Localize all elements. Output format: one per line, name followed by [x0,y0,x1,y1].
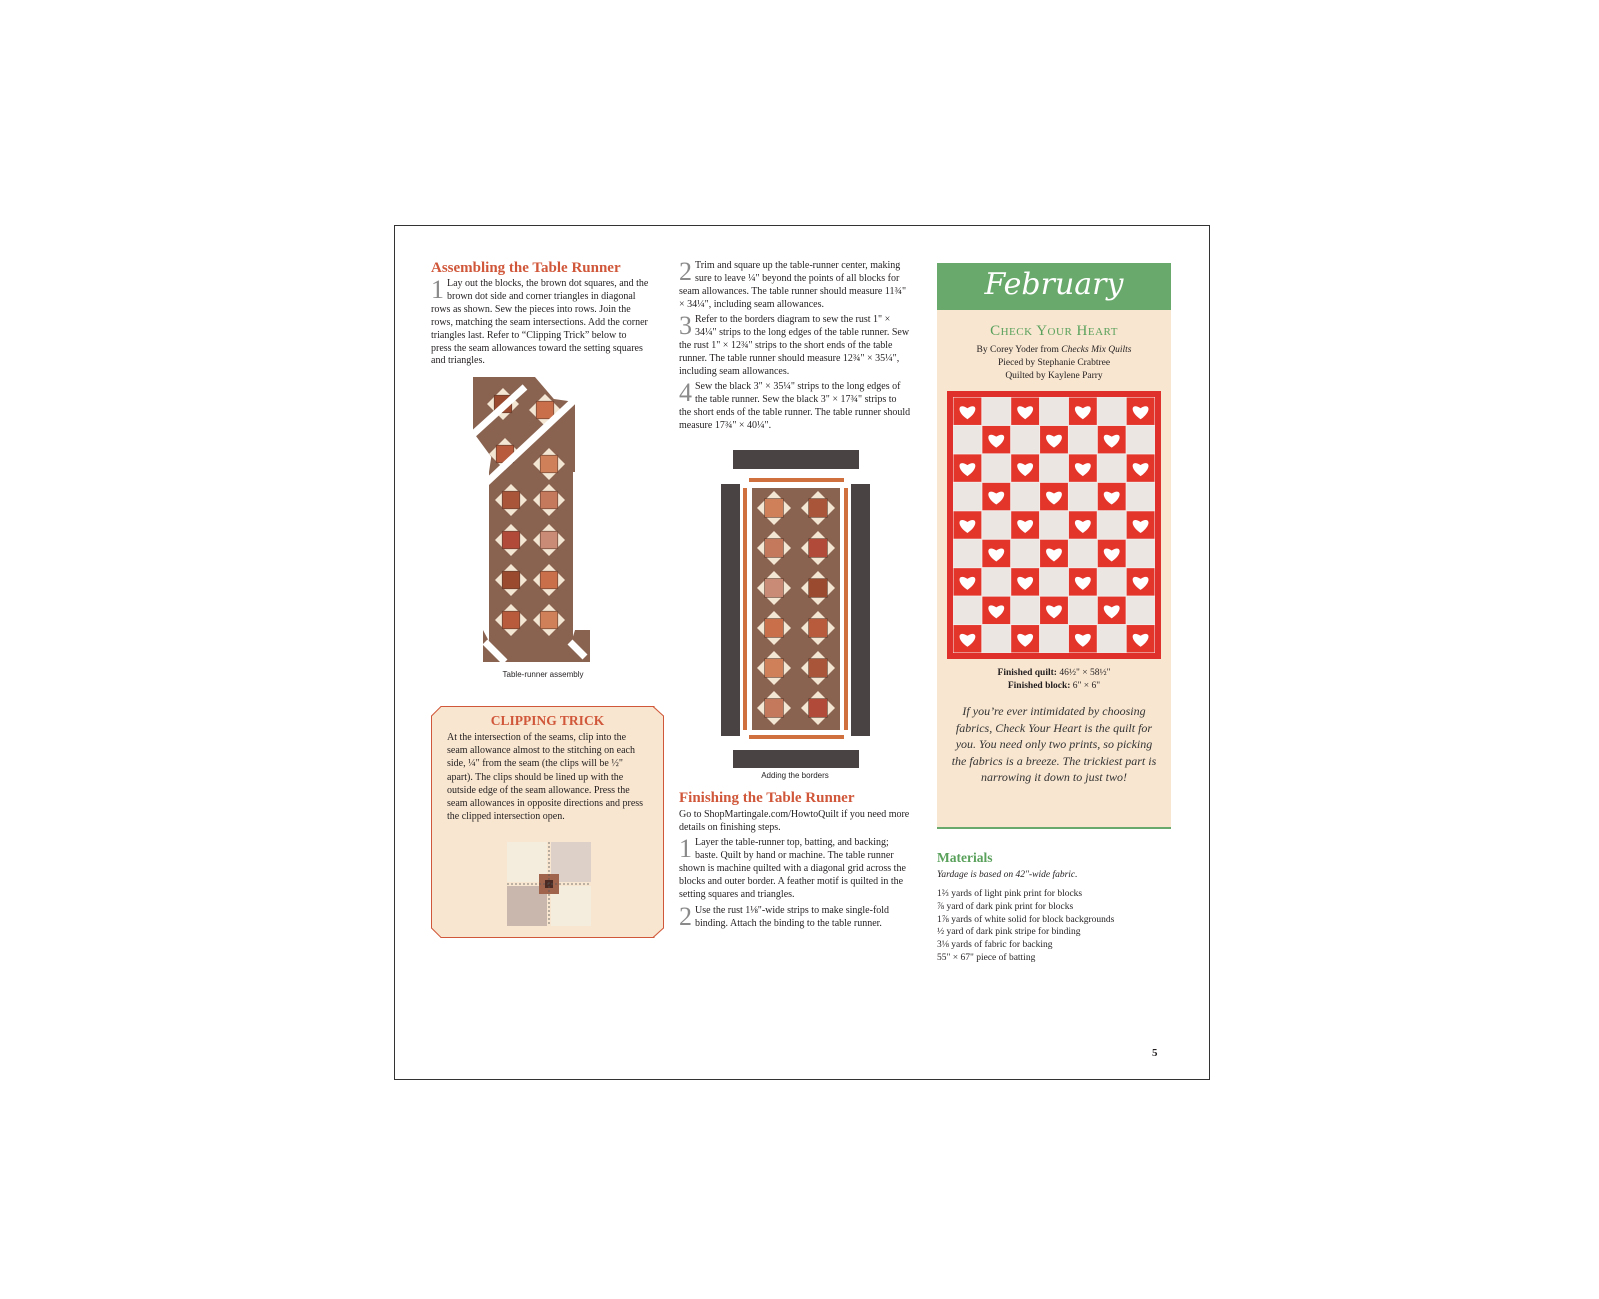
quilt-block [1011,426,1039,453]
quilt-title: Check Your Heart [990,323,1118,339]
materials-item: ½ yard of dark pink stripe for binding [937,927,1081,938]
block-center [765,659,784,678]
step-number: 1 [679,834,692,863]
quilt-grid [954,398,1155,653]
quilt-block [982,511,1010,538]
quilt-photo [947,391,1161,659]
quilt-block [1040,568,1068,595]
materials-item: 1⅔ yards of light pink print for blocks [937,889,1083,899]
credit-book-title: Checks Mix Quilts [1061,345,1132,355]
block-center [809,499,828,518]
materials-item: ⅞ yard of dark pink print for blocks [937,901,1074,912]
quilt-block [1040,454,1068,481]
step-2 [679,257,911,312]
quilt-block [1127,540,1155,567]
step-text: Lay out the blocks, the brown dot squares, and the brown dot side and corner triangles in diagonal rows as shown. Sew the pieces into rows. Join the rows, matching the seam intersections. Add the corner triangles last. Refer to “Clipping Trick” below to press the seam allowances toward the setting squares and triangles. [431,278,649,367]
quilt-block [1098,625,1126,652]
block-center [502,611,520,629]
quilt-block [1040,511,1068,538]
finished-quilt [937,668,1171,678]
quilt-block [982,625,1010,652]
quilt-block [1040,625,1068,652]
page [394,225,1210,1080]
table-runner-assembly-diagram [465,372,600,667]
finished-block [937,681,1171,691]
step-number: 3 [679,311,692,340]
quilt-block [982,454,1010,481]
credit-pieced: Pieced by Stephanie Crabtree [997,358,1111,368]
block-center [809,539,828,558]
quilt-block [1127,597,1155,624]
quilt-block [954,483,982,510]
quilt-block [982,398,1010,425]
materials-heading: Materials [937,850,993,865]
quilt-block [1127,426,1155,453]
materials-list [937,888,1114,965]
quilt-block [1098,511,1126,538]
quilt-block [1098,568,1126,595]
assembly-caption: Table-runner assembly [502,670,584,679]
feature-quote: If you’re ever intimidated by choosing fabrics, Check Your Heart is the quilt for you. You need only two prints, so picking the fabrics is a breeze. The trickiest part is narrowing it down to just two! [951,704,1157,784]
block-center [540,611,558,629]
step-4 [679,378,911,433]
block-center [536,401,554,419]
step-number: 2 [679,902,692,931]
borders-caption: Adding the borders [761,771,829,780]
block-center [809,699,828,718]
materials-note: Yardage is based on 42"-wide fabric. [937,870,1078,880]
materials-item: 55" × 67" piece of batting [937,952,1036,963]
block-center [540,491,558,509]
step-text: Use the rust 1⅛"-wide strips to make single-fold binding. Attach the binding to the table runner. [695,905,890,929]
credit-author-text: By Corey Yoder from [976,345,1062,355]
quilt-block [1040,398,1068,425]
credit-author [937,345,1171,355]
step-number: 1 [431,275,444,304]
seam-clip-diagram [507,842,591,926]
step-text: Refer to the borders diagram to sew the rust 1" × 34¼" strips to the long edges of the table runner. Sew the rust 1" × 12¾" strips to the short ends of the table runner. The table runner should measure 12¾" × 35¼", including seam allowances. [679,314,910,377]
block-center [809,579,828,598]
block-center [540,455,558,473]
quilt-block [1069,483,1097,510]
month-banner [937,263,1171,310]
block-center [765,699,784,718]
month-title: February [984,267,1124,302]
callout-text: At the intersection of the seams, clip into the seam allowance almost to the stitching on each side, ¼" from the seam (the clips will be ½" apart). The clips should be lined up with the outside edge of the seam allowance. Press the seam allowances in opposite directions and press the clipped intersection open. [447,732,644,823]
step-3 [679,311,911,379]
finishing-intro: Go to ShopMartingale.com/HowtoQuilt if you need more details on finishing steps. [679,809,910,833]
block-center [502,531,520,549]
block-center [540,531,558,549]
finished-block-label: Finished block: [1007,681,1071,691]
block-center [765,579,784,598]
step-text: Sew the black 3" × 35¼" strips to the long edges of the table runner. Sew the black 3" × 17¾" strips to the short ends of the table runner. The table runner should measure 17¾" × 40¼". [679,381,911,431]
quilt-block [1011,597,1039,624]
quilt-block [1069,597,1097,624]
quilt-block [1011,540,1039,567]
block-center [502,571,520,589]
quilt-block [1069,426,1097,453]
quilt-block [954,597,982,624]
adding-borders-diagram [719,450,873,768]
step-number: 4 [679,378,692,407]
block-center [809,619,828,638]
assembling-heading: Assembling the Table Runner [431,260,621,276]
materials-item: 3⅛ yards of fabric for backing [937,940,1053,951]
quilt-block [1098,454,1126,481]
credit-quilted: Quilted by Kaylene Parry [1005,371,1103,381]
quilt-block [1127,483,1155,510]
quilt-block [954,540,982,567]
quilt-block [1098,398,1126,425]
quilt-block [1069,540,1097,567]
finish-step-2 [679,902,911,931]
block-center [765,619,784,638]
page-number: 5 [1152,1047,1158,1059]
quilt-block [954,426,982,453]
step-number: 2 [679,257,692,286]
february-feature-panel [937,263,1171,827]
finished-quilt-label: Finished quilt: [997,668,1057,678]
step-text: Trim and square up the table-runner center, making sure to leave ¼" beyond the points of all blocks for seam allowances. The table runner should measure 11¾" × 34¼", including seam allowances. [679,260,907,310]
quilt-block [982,568,1010,595]
step-1 [431,275,649,368]
callout-title: CLIPPING TRICK [490,713,605,728]
block-center [809,659,828,678]
block-center [765,539,784,558]
finishing-heading: Finishing the Table Runner [679,790,855,806]
materials-item: 1⅞ yards of white solid for block backgrounds [937,914,1115,925]
block-center [765,499,784,518]
finish-step-1 [679,834,911,902]
block-center [540,571,558,589]
block-center [502,491,520,509]
step-text: Layer the table-runner top, batting, and backing; baste. Quilt by hand or machine. The table runner shown is machine quilted with a diagonal grid across the blocks and outer border. A feather motif is quilted in the setting squares and triangles. [679,837,906,900]
finished-block-value: 6" × 6" [1070,681,1101,691]
finished-quilt-value: 46½" × 58½" [1056,668,1111,678]
feature-divider [937,827,1171,829]
quilt-block [1011,483,1039,510]
